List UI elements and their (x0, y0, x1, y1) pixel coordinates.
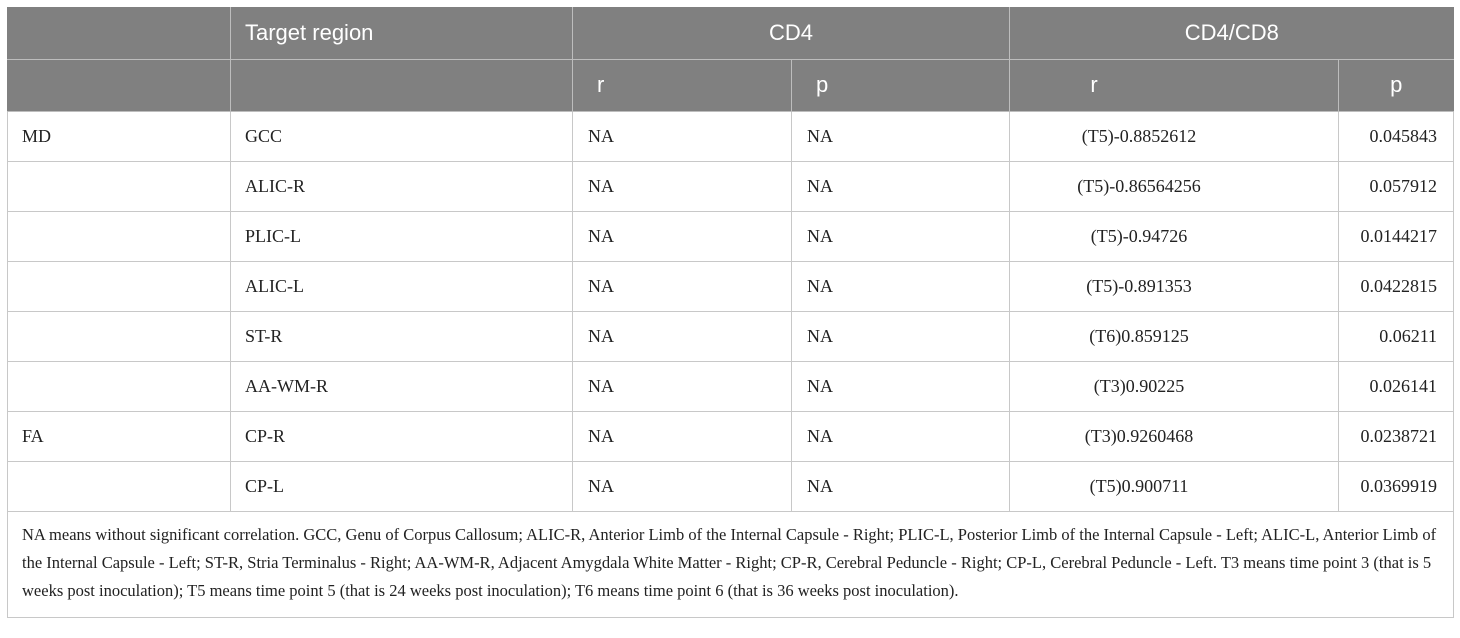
ratio-p-cell: 0.0238721 (1339, 411, 1454, 461)
group-cell (8, 261, 231, 311)
table-row (8, 211, 1454, 261)
region-cell: PLIC-L (231, 211, 573, 261)
table-row (8, 361, 1454, 411)
ratio-p-cell: 0.026141 (1339, 361, 1454, 411)
cd4-r-cell: NA (573, 161, 792, 211)
cd4-r-cell: NA (573, 361, 792, 411)
table-row (8, 161, 1454, 211)
correlation-table (7, 7, 1454, 618)
group-cell (8, 361, 231, 411)
header-row-2 (8, 59, 1454, 111)
header-cd4-r: r (573, 59, 792, 111)
cd4-r-cell: NA (573, 111, 792, 161)
ratio-p-cell: 0.045843 (1339, 111, 1454, 161)
table-footnote: NA means without significant correlation. GCC, Genu of Corpus Callosum; ALIC-R, Anterior Limb of the Internal Capsule - Right; PLIC-L, Posterior Limb of the Internal Capsule - Left; ALIC-L, Anterior Limb of the Internal Capsule - Left; ST-R, Stria Terminalus - Right; AA-WM-R, Adjacent Amygdala White Matter - Right; CP-R, Cerebral Peduncle - Right; CP-L, Cerebral Peduncle - Left. T3 means time point 3 (that is 5 weeks post inoculation); T5 means time point 5 (that is 24 weeks post inoculation); T6 means time point 6 (that is 36 weeks post inoculation). (8, 511, 1454, 617)
table-row (8, 111, 1454, 161)
cd4-p-cell: NA (792, 111, 1010, 161)
table-body (8, 111, 1454, 617)
ratio-p-cell: 0.0422815 (1339, 261, 1454, 311)
header-cd4-cd8: CD4/CD8 (1010, 7, 1454, 59)
table-header (8, 7, 1454, 111)
ratio-p-cell: 0.06211 (1339, 311, 1454, 361)
ratio-r-cell: (T5)0.900711 (1010, 461, 1339, 511)
cd4-r-cell: NA (573, 261, 792, 311)
cd4-r-cell: NA (573, 411, 792, 461)
table-row (8, 261, 1454, 311)
region-cell: CP-L (231, 461, 573, 511)
cd4-r-cell: NA (573, 211, 792, 261)
region-cell: ALIC-L (231, 261, 573, 311)
table-row (8, 461, 1454, 511)
correlation-table-container (7, 7, 1453, 618)
cd4-p-cell: NA (792, 211, 1010, 261)
header-cd4cd8-r: r (1010, 59, 1339, 111)
cd4-p-cell: NA (792, 411, 1010, 461)
group-cell: MD (8, 111, 231, 161)
ratio-p-cell: 0.0369919 (1339, 461, 1454, 511)
ratio-r-cell: (T3)0.90225 (1010, 361, 1339, 411)
group-cell (8, 461, 231, 511)
group-cell (8, 211, 231, 261)
footnote-row (8, 511, 1454, 617)
ratio-r-cell: (T5)-0.94726 (1010, 211, 1339, 261)
ratio-p-cell: 0.057912 (1339, 161, 1454, 211)
cd4-p-cell: NA (792, 461, 1010, 511)
cd4-r-cell: NA (573, 461, 792, 511)
cd4-p-cell: NA (792, 311, 1010, 361)
ratio-r-cell: (T6)0.859125 (1010, 311, 1339, 361)
header-row-1 (8, 7, 1454, 59)
group-cell: FA (8, 411, 231, 461)
ratio-r-cell: (T5)-0.891353 (1010, 261, 1339, 311)
header-empty-cell (8, 59, 231, 111)
region-cell: ALIC-R (231, 161, 573, 211)
cd4-p-cell: NA (792, 261, 1010, 311)
ratio-r-cell: (T5)-0.86564256 (1010, 161, 1339, 211)
region-cell: AA-WM-R (231, 361, 573, 411)
ratio-r-cell: (T5)-0.8852612 (1010, 111, 1339, 161)
table-row (8, 311, 1454, 361)
header-target-region: Target region (231, 7, 573, 59)
header-empty-cell (231, 59, 573, 111)
cd4-p-cell: NA (792, 161, 1010, 211)
table-row (8, 411, 1454, 461)
region-cell: ST-R (231, 311, 573, 361)
region-cell: GCC (231, 111, 573, 161)
header-cd4cd8-p: p (1339, 59, 1454, 111)
region-cell: CP-R (231, 411, 573, 461)
header-cd4-p: p (792, 59, 1010, 111)
cd4-r-cell: NA (573, 311, 792, 361)
header-empty-cell (8, 7, 231, 59)
cd4-p-cell: NA (792, 361, 1010, 411)
ratio-p-cell: 0.0144217 (1339, 211, 1454, 261)
ratio-r-cell: (T3)0.9260468 (1010, 411, 1339, 461)
group-cell (8, 161, 231, 211)
header-cd4: CD4 (573, 7, 1010, 59)
group-cell (8, 311, 231, 361)
